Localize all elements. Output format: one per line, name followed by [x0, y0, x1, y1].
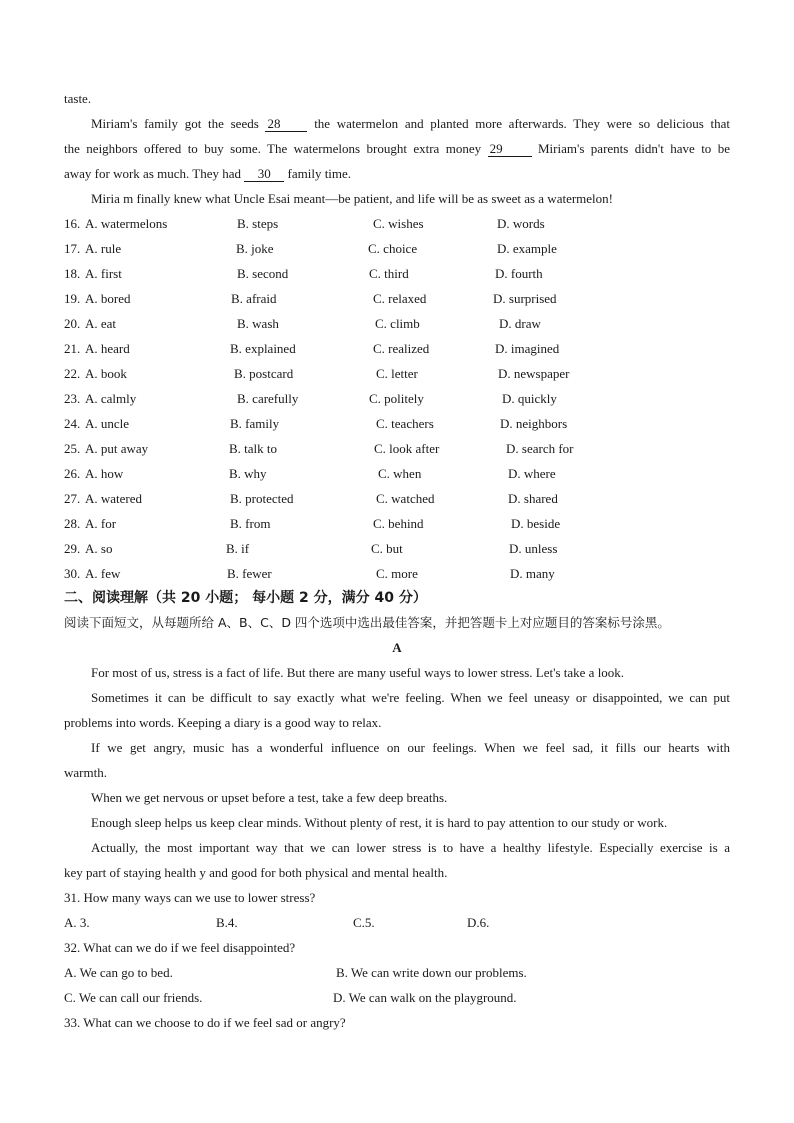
option-b[interactable]: B. why — [229, 466, 267, 481]
option-row — [64, 565, 744, 583]
option-row — [64, 315, 744, 333]
question-number: 26. — [64, 466, 81, 481]
option-c[interactable]: C. We can call our friends. — [64, 990, 203, 1005]
option-c[interactable]: C. realized — [373, 341, 430, 356]
option-row — [64, 465, 744, 483]
option-d[interactable]: D. unless — [509, 541, 558, 556]
passage-line: Sometimes it can be difficult to say exactly what we're feeling. When we feel uneasy or disappointed, we can put — [91, 690, 730, 705]
option-b[interactable]: B. talk to — [229, 441, 278, 456]
question-number: 22. — [64, 366, 81, 381]
passage-line: Miria m finally knew what Uncle Esai meant—be patient, and life will be as sweet as a watermelon! — [91, 191, 613, 206]
option-b[interactable]: B. fewer — [227, 566, 272, 581]
option-a[interactable]: A. book — [85, 366, 127, 381]
option-d[interactable]: D. words — [497, 216, 545, 231]
option-d[interactable]: D. draw — [499, 316, 541, 331]
question-number: 29. — [64, 541, 81, 556]
question-options — [64, 989, 744, 1007]
option-b[interactable]: B. protected — [230, 491, 294, 506]
section-instructions: 阅读下面短文，从每题所给 A、B、C、D 四个选项中选出最佳答案，并把答题卡上对应题目的答案标号涂黑。 — [64, 615, 670, 630]
option-c[interactable]: C. third — [369, 266, 409, 281]
option-row — [64, 340, 744, 358]
option-d[interactable]: D. where — [508, 466, 556, 481]
passage-line: Miriam's family got the seeds 28 the watermelon and planted more afterwards. They were so delicious that — [91, 116, 730, 131]
question-number: 23. — [64, 391, 81, 406]
passage-line: warmth. — [64, 765, 107, 780]
option-c[interactable]: C. relaxed — [373, 291, 427, 306]
option-d[interactable]: D. example — [497, 241, 557, 256]
passage-line: the neighbors offered to buy some. The watermelons brought extra money 29 Miriam's parents didn't have to be — [64, 141, 730, 156]
question-options — [64, 914, 744, 932]
option-b[interactable]: B. We can write down our problems. — [336, 965, 527, 980]
option-d[interactable]: D. search for — [506, 441, 574, 456]
option-b[interactable]: B. if — [226, 541, 250, 556]
passage-line: When we get nervous or upset before a test, take a few deep breaths. — [91, 790, 448, 805]
option-a[interactable]: A. watermelons — [85, 216, 168, 231]
option-c[interactable]: C. choice — [368, 241, 418, 256]
option-c[interactable]: C. watched — [376, 491, 435, 506]
option-row — [64, 390, 744, 408]
option-d[interactable]: D. many — [510, 566, 555, 581]
question-stem: 31. How many ways can we use to lower stress? — [64, 890, 316, 905]
option-b[interactable]: B.4. — [216, 915, 238, 930]
option-row — [64, 290, 744, 308]
option-c[interactable]: C. politely — [369, 391, 424, 406]
option-d[interactable]: D. fourth — [495, 266, 543, 281]
question-options — [64, 964, 744, 982]
passage-line: problems into words. Keeping a diary is a good way to relax. — [64, 715, 382, 730]
option-row — [64, 240, 744, 258]
passage-line: key part of staying health y and good for both physical and mental health. — [64, 865, 448, 880]
passage-line: If we get angry, music has a wonderful influence on our feelings. When we feel sad, it fills our hearts with — [91, 740, 730, 755]
option-a[interactable]: A. rule — [85, 241, 122, 256]
option-a[interactable]: A. eat — [85, 316, 117, 331]
option-a[interactable]: A. uncle — [85, 416, 130, 431]
option-row — [64, 415, 744, 433]
option-a[interactable]: A. how — [85, 466, 124, 481]
passage-line: away for work as much. They had 30 family time. — [64, 166, 352, 181]
question-number: 17. — [64, 241, 81, 256]
option-d[interactable]: D. newspaper — [498, 366, 570, 381]
blank-30: 30 — [244, 166, 284, 182]
question-number: 25. — [64, 441, 81, 456]
option-d[interactable]: D. neighbors — [500, 416, 568, 431]
option-b[interactable]: B. explained — [230, 341, 296, 356]
option-row — [64, 440, 744, 458]
option-b[interactable]: B. postcard — [234, 366, 294, 381]
option-c[interactable]: C. behind — [373, 516, 424, 531]
question-number: 19. — [64, 291, 81, 306]
option-d[interactable]: D. We can walk on the playground. — [333, 990, 517, 1005]
option-b[interactable]: B. from — [230, 516, 271, 531]
option-row — [64, 540, 744, 558]
option-a[interactable]: A. heard — [85, 341, 130, 356]
question-number: 18. — [64, 266, 81, 281]
option-a[interactable]: A. watered — [85, 491, 143, 506]
option-a[interactable]: A. few — [85, 566, 121, 581]
option-b[interactable]: B. afraid — [231, 291, 277, 306]
question-stem: 33. What can we choose to do if we feel sad or angry? — [64, 1015, 346, 1030]
passage-line: Actually, the most important way that we can lower stress is to have a healthy lifestyle. Especially exercise is a — [91, 840, 730, 855]
option-d[interactable]: D. surprised — [493, 291, 557, 306]
question-stem: 32. What can we do if we feel disappointed? — [64, 940, 296, 955]
option-d[interactable]: D. quickly — [502, 391, 557, 406]
blank-29: 29 — [488, 141, 532, 157]
option-a[interactable]: A. We can go to bed. — [64, 965, 173, 980]
option-a[interactable]: A. for — [85, 516, 117, 531]
option-b[interactable]: B. carefully — [237, 391, 299, 406]
option-c[interactable]: C. more — [376, 566, 418, 581]
option-a[interactable]: A. bored — [85, 291, 131, 306]
question-number: 20. — [64, 316, 81, 331]
option-c[interactable]: C. wishes — [373, 216, 424, 231]
blank-28: 28 — [265, 116, 307, 132]
option-a[interactable]: A. put away — [85, 441, 149, 456]
passage-line: Enough sleep helps us keep clear minds. Without plenty of rest, it is hard to pay attention to our study or work. — [91, 815, 668, 830]
option-row — [64, 515, 744, 533]
option-c[interactable]: C. but — [371, 541, 403, 556]
option-c[interactable]: C. letter — [376, 366, 418, 381]
option-c[interactable]: C. look after — [374, 441, 440, 456]
question-number: 16. — [64, 216, 81, 231]
option-a[interactable]: A. 3. — [64, 915, 90, 930]
question-number: 27. — [64, 491, 81, 506]
option-b[interactable]: B. joke — [236, 241, 274, 256]
passage-line: For most of us, stress is a fact of life. But there are many useful ways to lower stress. Let's take a look. — [91, 665, 625, 680]
option-d[interactable]: D.6. — [467, 915, 490, 930]
question-number: 30. — [64, 566, 81, 581]
option-d[interactable]: D. beside — [511, 516, 561, 531]
option-row — [64, 365, 744, 383]
passage-label: A — [392, 640, 402, 655]
option-b[interactable]: B. second — [237, 266, 289, 281]
option-d[interactable]: D. shared — [508, 491, 558, 506]
question-number: 24. — [64, 416, 81, 431]
option-c[interactable]: C. climb — [375, 316, 420, 331]
question-number: 21. — [64, 341, 81, 356]
option-a[interactable]: A. first — [85, 266, 122, 281]
option-a[interactable]: A. so — [85, 541, 113, 556]
option-c[interactable]: C. when — [378, 466, 422, 481]
section-title: 二、阅读理解（共 20 小题； 每小题 2 分，满分 40 分） — [64, 590, 427, 606]
question-number: 28. — [64, 516, 81, 531]
option-c[interactable]: C.5. — [353, 915, 375, 930]
passage-line: taste. — [64, 91, 92, 106]
option-row — [64, 490, 744, 508]
option-c[interactable]: C. teachers — [376, 416, 434, 431]
option-a[interactable]: A. calmly — [85, 391, 137, 406]
option-b[interactable]: B. family — [230, 416, 280, 431]
option-b[interactable]: B. steps — [237, 216, 279, 231]
option-row — [64, 215, 744, 233]
option-b[interactable]: B. wash — [237, 316, 279, 331]
option-row — [64, 265, 744, 283]
option-d[interactable]: D. imagined — [495, 341, 560, 356]
